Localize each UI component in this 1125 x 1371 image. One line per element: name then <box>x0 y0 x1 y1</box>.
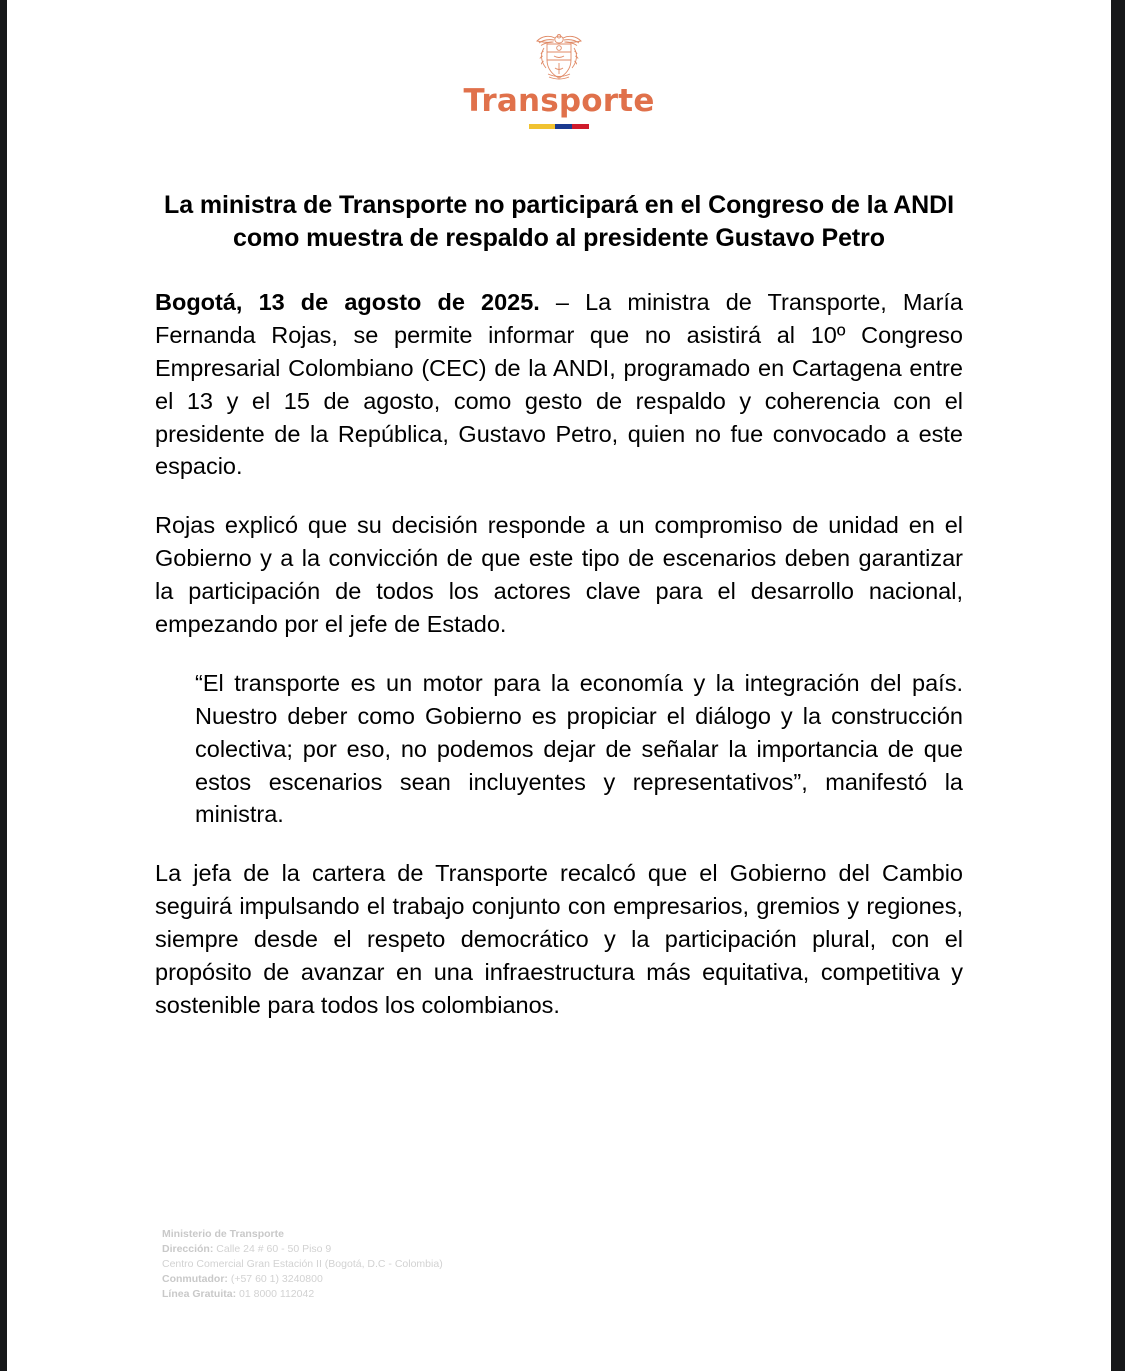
footer-address-label: Dirección: <box>162 1242 214 1255</box>
footer-contact-block <box>162 1227 443 1302</box>
footer-tollfree-label: Línea Gratuita: <box>162 1287 237 1300</box>
footer-address-line2: Centro Comercial Gran Estación II (Bogotá, D.C - Colombia) <box>162 1257 443 1270</box>
footer-entity: Ministerio de Transporte <box>162 1228 284 1240</box>
right-edge-strip <box>1111 0 1125 1371</box>
page-title: La ministra de Transporte no participará en el Congreso de la ANDI como muestra de respaldo al presidente Gustavo Petro <box>164 191 954 252</box>
flag-stripe-red <box>572 124 589 129</box>
pull-quote: “El transporte es un motor para la economía y la integración del país. Nuestro deber como Gobierno es propiciar el diálogo y la construcción colectiva; por eso, no podemos dejar de señalar la importancia de que estos escenarios sean incluyentes y representativos”, manifestó la ministra. <box>195 669 963 828</box>
dateline: Bogotá, 13 de agosto de 2025. <box>155 289 540 315</box>
footer-address-value: Calle 24 # 60 - 50 Piso 9 <box>213 1242 332 1255</box>
footer-tollfree-value: 01 8000 112042 <box>236 1287 315 1300</box>
masthead <box>7 0 1111 129</box>
footer-switchboard-row <box>162 1272 443 1287</box>
document-body <box>155 189 963 1022</box>
flag-stripe-blue <box>555 124 572 129</box>
flag-stripe-yellow <box>529 124 555 129</box>
footer-switchboard-label: Conmutador: <box>162 1272 228 1285</box>
transporte-wordmark: Transporte <box>463 83 655 119</box>
paragraph-1 <box>155 286 963 483</box>
footer-address-row <box>162 1242 443 1257</box>
left-edge-strip <box>0 0 7 1371</box>
paragraph-1-text: – La ministra de Transporte, María Fernanda Rojas, se permite informar que no asistirá al 10º Congreso Empresarial Colombiano (CEC) de la ANDI, programado en Cartagena entre el 13 y el 15 de agosto, como gesto de respaldo y coherencia con el presidente de la República, Gustavo Petro, quien no fue convocado a este espacio. <box>155 289 963 480</box>
footer-switchboard-value: (+57 60 1) 3240800 <box>227 1272 323 1285</box>
footer-tollfree-row <box>162 1287 443 1302</box>
document-page <box>7 0 1111 1371</box>
paragraph-2: Rojas explicó que su decisión responde a un compromiso de unidad en el Gobierno y a la convicción de que este tipo de escenarios deben garantizar la participación de todos los actores clave para el desarrollo nacional, empezando por el jefe de Estado. <box>155 512 963 638</box>
colombia-flag-bar <box>529 124 589 129</box>
paragraph-3: La jefa de la cartera de Transporte recalcó que el Gobierno del Cambio seguirá impulsando el trabajo conjunto con empresarios, gremios y regiones, siempre desde el respeto democrático y la participación plural, con el propósito de avanzar en una infraestructura más equitativa, competitiva y sostenible para todos los colombianos. <box>155 860 963 1018</box>
colombia-coat-of-arms-icon <box>530 30 588 84</box>
